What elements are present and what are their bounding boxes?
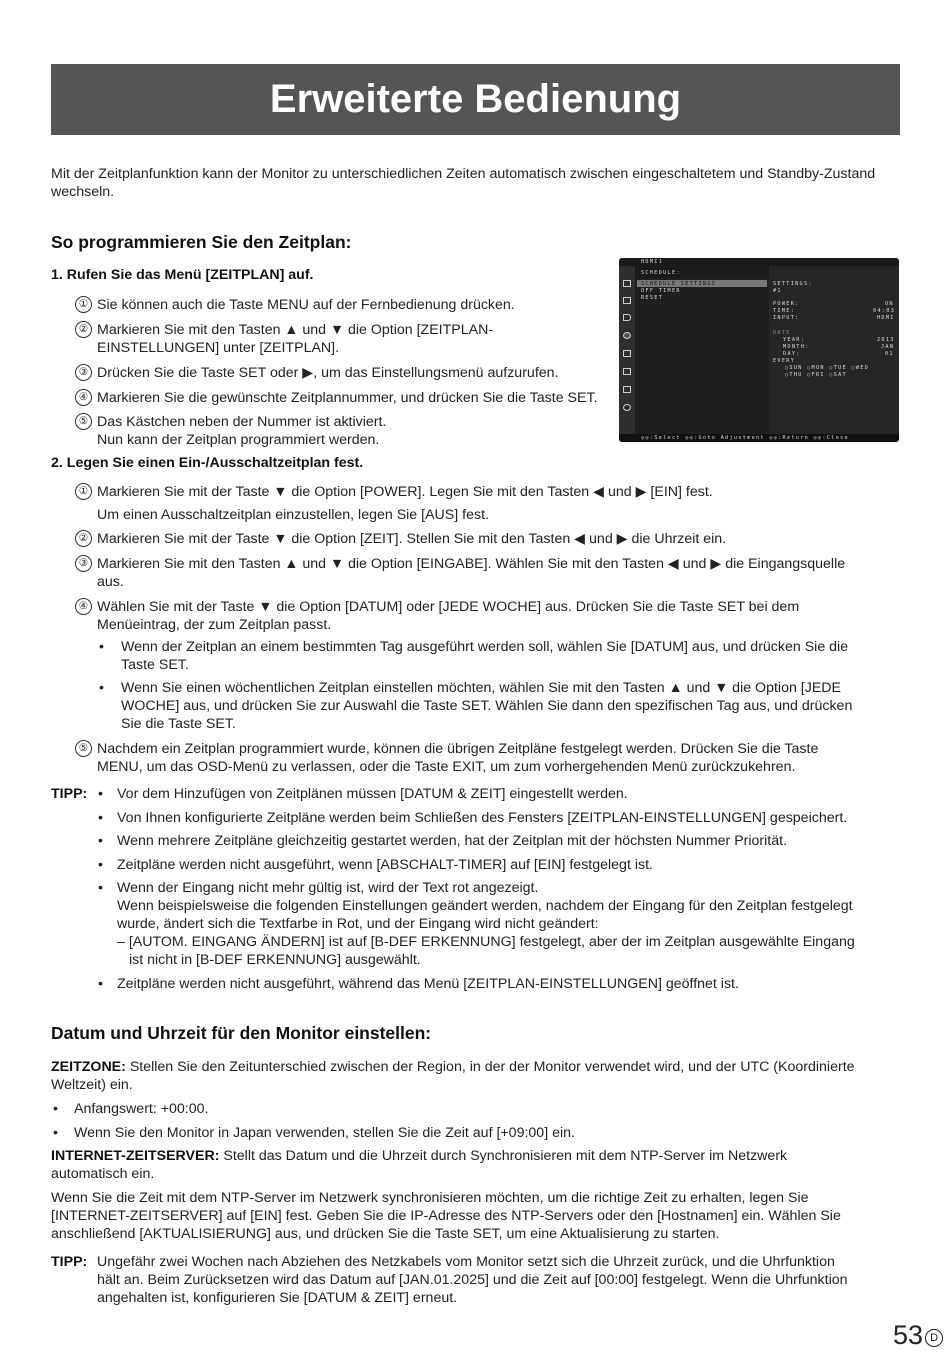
circled-number-4: ④ xyxy=(75,389,92,406)
step1-item-2b: EINSTELLUNGEN] unter [ZEITPLAN]. xyxy=(97,340,340,356)
step-1-label: 1. Rufen Sie das Menü [ZEITPLAN] auf. xyxy=(51,267,314,283)
tipp2-line: angehalten ist, konfigurieren Sie [DATUM & ZEIT] erneut. xyxy=(97,1290,458,1306)
osd-settings-panel xyxy=(769,266,899,434)
tipp2-line: hält an. Beim Zurücksetzen wird das Datum auf [JAN.01.2025] und die Zeit auf [00:00] festgelegt. Wenn die Uhrfunktion xyxy=(97,1272,848,1288)
bullet-dot: • xyxy=(53,1125,58,1141)
circled-number-2: ② xyxy=(75,530,92,547)
section-heading-schedule: So programmieren Sie den Zeitplan: xyxy=(51,232,352,252)
bullet-dot: • xyxy=(98,857,103,873)
osd-day-value: 01 xyxy=(885,351,894,357)
osd-menu-item: SCHEDULE SETTINGS xyxy=(641,281,717,287)
osd-input-value: HDMI xyxy=(877,315,895,321)
bullet-dot: • xyxy=(98,833,103,849)
osd-input-label: INPUT: xyxy=(773,315,800,321)
edit-icon xyxy=(623,386,631,393)
internet-timeserver-text: Stellt das Datum und die Uhrzeit durch Synchronisieren mit dem NTP-Server im Netzwerk xyxy=(219,1148,788,1164)
step2-line: Taste SET. xyxy=(121,657,189,673)
bullet-dot: • xyxy=(98,786,103,802)
page-footer xyxy=(893,1320,943,1350)
step1-item-2: Markieren Sie mit den Tasten ▲ und ▼ die Option [ZEITPLAN- xyxy=(97,322,494,338)
ntp-paragraph-line: anschließend [AKTUALISIERUNG] aus, und drücken Sie die Taste SET, um eine Aktualisierung zu starten. xyxy=(51,1226,720,1242)
osd-every-label: EVERY xyxy=(773,358,796,364)
internet-timeserver-label: INTERNET-ZEITSERVER: xyxy=(51,1148,220,1164)
input-icon xyxy=(623,280,631,287)
step2-line: Um einen Ausschaltzeitplan einzustellen, legen Sie [AUS] fest. xyxy=(97,507,489,523)
tipp-line: Zeitpläne werden nicht ausgeführt, während das Menü [ZEITPLAN-EINSTELLUNGEN] geöffnet ist. xyxy=(117,976,739,992)
osd-power-label: POWER: xyxy=(773,301,800,307)
step2-line: Markieren Sie mit der Taste ▼ die Option [ZEIT]. Stellen Sie mit den Tasten ◀ und ▶ die Uhrzeit ein. xyxy=(97,531,727,547)
circled-number-3: ③ xyxy=(75,364,92,381)
zeitzone-bullet-2: Wenn Sie den Monitor in Japan verwenden, stellen Sie die Zeit auf [+09:00] ein. xyxy=(74,1125,575,1141)
circled-number-1: ① xyxy=(75,483,92,500)
osd-days-row-2: ○THU ○FRI ○SAT xyxy=(785,372,847,378)
ntp-paragraph-line: [INTERNET-ZEITSERVER] auf [EIN] fest. Geben Sie die IP-Adresse des NTP-Servers oder den [Hostnamen] ein. Wählen Sie xyxy=(51,1208,841,1224)
osd-power-value: ON xyxy=(885,301,894,307)
tipp-line: Zeitpläne werden nicht ausgeführt, wenn [ABSCHALT-TIMER] auf [EIN] festgelegt ist. xyxy=(117,857,653,873)
circled-number-5: ⑤ xyxy=(75,413,92,430)
step2-line: WOCHE] aus, und drücken Sie zur Auswahl die Taste SET. Wählen Sie dann den spezifischen Tag aus, und drücken xyxy=(121,698,853,714)
osd-menu-list xyxy=(635,278,769,434)
internet-timeserver-paragraph xyxy=(51,1147,911,1165)
osd-month-label: MONTH: xyxy=(783,344,810,350)
bullet-dot: • xyxy=(99,680,104,696)
osd-month-value: JAN xyxy=(881,344,895,350)
tipp-line: ist nicht in [B-DEF ERKENNUNG] ausgewählt. xyxy=(129,952,421,968)
bullet-dot: • xyxy=(53,1101,58,1117)
osd-menu-item: OFF TIMER xyxy=(641,288,681,294)
step2-line: Nachdem ein Zeitplan programmiert wurde, können die übrigen Zeitpläne festgelegt werden. Drücken Sie die Taste xyxy=(97,741,819,757)
step1-item-5: Das Kästchen neben der Nummer ist aktiviert. xyxy=(97,414,387,430)
multi-screen-icon xyxy=(623,368,631,375)
step2-line: Markieren Sie mit der Taste ▼ die Option [POWER]. Legen Sie mit den Tasten ◀ und ▶ [EIN] fest. xyxy=(97,484,713,500)
tipp-line: Wenn beispielsweise die folgenden Einstellungen geändert werden, nachdem der Eingang für den Zeitplan festgelegt xyxy=(117,898,853,914)
tipp-line: Vor dem Hinzufügen von Zeitplänen müssen [DATUM & ZEIT] eingestellt werden. xyxy=(117,786,628,802)
step2-line: MENU, um das OSD-Menü zu verlassen, oder die Taste EXIT, um zum vorhergehenden Menü zurückzukehren. xyxy=(97,759,796,775)
bullet-dot: • xyxy=(99,639,104,655)
circled-number-4: ④ xyxy=(75,598,92,615)
gear-icon xyxy=(623,404,631,411)
section-heading-datetime: Datum und Uhrzeit für den Monitor einstellen: xyxy=(51,1023,432,1043)
tipp2-line: Ungefähr zwei Wochen nach Abziehen des Netzkabels vom Monitor setzt sich die Uhrzeit zurück, und die Uhrfunktion xyxy=(97,1254,835,1270)
circled-number-5: ⑤ xyxy=(75,740,92,757)
zeitzone-text: Stellen Sie den Zeitunterschied zwischen der Region, in der der Monitor verwendet wird, und der UTC (Koordinierte xyxy=(125,1059,855,1075)
tipp-label: TIPP: xyxy=(51,786,88,802)
zeitzone-label: ZEITZONE: xyxy=(51,1059,126,1075)
schedule-icon xyxy=(623,332,631,339)
osd-footer-hints: ◎◎:Select ◎◎:Goto Adjustment ◎◎:Return ◎◎:Close xyxy=(641,435,849,441)
step2-line: Wählen Sie mit der Taste ▼ die Option [DATUM] oder [JEDE WOCHE] aus. Drücken Sie die Taste SET bei dem xyxy=(97,599,800,615)
osd-input-name: HDMI1 xyxy=(641,259,664,265)
tipp-line: – [AUTOM. EINGANG ÄNDERN] ist auf [B-DEF ERKENNUNG] festgelegt, aber der im Zeitplan ausgewählte Eingang xyxy=(117,934,855,950)
osd-time-label: TIME: xyxy=(773,308,796,314)
step2-line: aus. xyxy=(97,574,124,590)
tipp-line: Wenn der Eingang nicht mehr gültig ist, wird der Text rot angezeigt. xyxy=(117,880,539,896)
osd-days-row-1: ○SUN ○MON ○TUE ○WED xyxy=(785,365,870,371)
bullet-dot: • xyxy=(98,976,103,992)
step1-item-5b: Nun kann der Zeitplan programmiert werden. xyxy=(97,432,380,448)
osd-year-label: YEAR: xyxy=(783,337,806,343)
step1-item-4: Markieren Sie die gewünschte Zeitplannummer, und drücken Sie die Taste SET. xyxy=(97,390,598,406)
osd-menu-screenshot xyxy=(619,258,899,442)
osd-date-label: DATE xyxy=(773,330,791,336)
display-icon xyxy=(623,350,631,357)
tipp-label-2: TIPP: xyxy=(51,1254,88,1270)
osd-day-label: DAY: xyxy=(783,351,801,357)
step1-item-1: Sie können auch die Taste MENU auf der Fernbedienung drücken. xyxy=(97,297,515,313)
osd-time-value: 04:03 xyxy=(873,308,896,314)
tipp-line: Von Ihnen konfigurierte Zeitpläne werden beim Schließen des Fensters [ZEITPLAN-EINSTELLUNGEN] gespeichert. xyxy=(117,810,848,826)
osd-sidebar xyxy=(619,266,635,434)
audio-icon xyxy=(623,314,631,321)
tipp-line: wurde, ändert sich die Textfarbe in Rot, und der Eingang wird nicht geändert: xyxy=(117,916,599,932)
step2-line: Markieren Sie mit den Tasten ▲ und ▼ die Option [EINGABE]. Wählen Sie mit den Tasten ◀ und ▶ die Eingangsquelle xyxy=(97,556,846,572)
page-number: 53 xyxy=(893,1320,924,1350)
osd-settings-label: SETTINGS: xyxy=(773,281,813,287)
step2-line: Wenn Sie einen wöchentlichen Zeitplan einstellen möchten, wählen Sie mit den Tasten ▲ und ▼ die Option [JEDE xyxy=(121,680,842,696)
zeitzone-text-2: Weltzeit) ein. xyxy=(51,1077,133,1093)
circled-number-3: ③ xyxy=(75,555,92,572)
tipp-line: Wenn mehrere Zeitpläne gleichzeitig gestartet werden, hat der Zeitplan mit der höchsten Nummer Priorität. xyxy=(117,833,788,849)
osd-settings-value: #1 xyxy=(773,288,782,294)
step2-line: Sie die Taste SET. xyxy=(121,716,236,732)
osd-menu-item: RESET xyxy=(641,295,664,301)
ntp-paragraph-line: Wenn Sie die Zeit mit dem NTP-Server im Netzwerk synchronisieren möchten, um die richtige Zeit zu erhalten, legen Sie xyxy=(51,1190,809,1206)
page-title: Erweiterte Bedienung xyxy=(51,64,900,135)
zeitzone-bullet-1: Anfangswert: +00:00. xyxy=(74,1101,209,1117)
intro-text: Mit der Zeitplanfunktion kann der Monitor zu unterschiedlichen Zeiten automatisch zwischen eingeschaltetem und Standby-Zustand wechseln. xyxy=(51,166,876,200)
osd-schedule-title: SCHEDULE: xyxy=(641,270,681,276)
step1-item-3: Drücken Sie die Taste SET oder ▶, um das Einstellungsmenü aufzurufen. xyxy=(97,365,559,381)
circled-number-1: ① xyxy=(75,296,92,313)
internet-timeserver-text-2: automatisch ein. xyxy=(51,1166,155,1182)
step-2-label: 2. Legen Sie einen Ein-/Ausschaltzeitplan fest. xyxy=(51,455,364,471)
bullet-dot: • xyxy=(98,810,103,826)
region-badge-icon: D xyxy=(925,1329,943,1347)
step2-line: Wenn der Zeitplan an einem bestimmten Tag ausgeführt werden soll, wählen Sie [DATUM] aus, und drücken Sie die xyxy=(121,639,849,655)
bullet-dot: • xyxy=(98,880,103,896)
zeitzone-paragraph xyxy=(51,1058,911,1076)
step2-line: Menüeintrag, der zum Zeitplan passt. xyxy=(97,617,332,633)
osd-year-value: 2013 xyxy=(877,337,895,343)
picture-icon xyxy=(623,297,631,304)
circled-number-2: ② xyxy=(75,321,92,338)
